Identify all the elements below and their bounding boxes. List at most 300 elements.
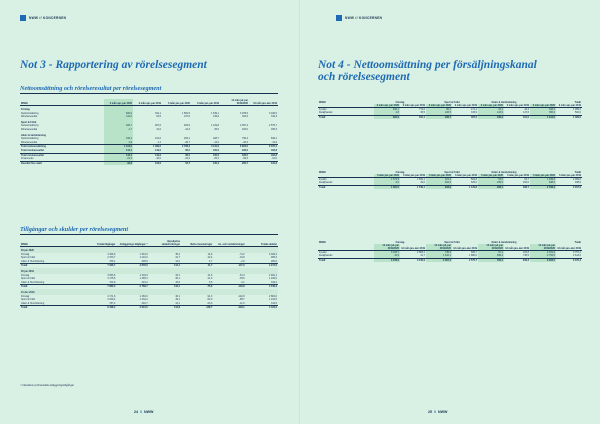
table-cell: 820,9 (374, 115, 400, 119)
date-group-label: 30 jun 2020 (20, 247, 278, 253)
table-cell: -91,3 (206, 294, 213, 298)
table-cell: 2 883,2 (417, 250, 425, 254)
page-number-slash: // (140, 410, 142, 414)
table-cell: 1 166,0 (269, 277, 277, 281)
row-label: Sport & Fritid (21, 298, 35, 302)
row-label: Nettoomsättning (21, 111, 39, 115)
table-cell: -102,8 (213, 285, 245, 289)
table-cell: 113,1 (104, 153, 133, 157)
table-cell: 25,0 (214, 127, 219, 131)
table-cell: 31,7 (175, 256, 180, 260)
table-cell: 4,1 (157, 140, 161, 144)
table-cell: 295,9 (141, 259, 148, 263)
page-number-right (428, 410, 447, 414)
table-cell: 52,7 (162, 161, 191, 165)
table-cell: 625,0 (471, 181, 477, 185)
table-cell: -11,5 (239, 301, 245, 305)
table-cell: 293,1 (184, 137, 190, 141)
page-title-left: Not 3 - Rapportering av rörelsesegment (20, 59, 207, 71)
period-header: 6 mån jan–jun 2019 (452, 174, 478, 178)
period-header: 6 mån jan–jun 2019 (400, 174, 426, 178)
table-cell: 3 046,9 (400, 258, 426, 262)
table-cell: 699,3 (478, 254, 504, 258)
table-cell: -35,6 (239, 277, 245, 281)
table-cell: -33,2 (184, 157, 190, 161)
row-label: Företag (21, 252, 30, 256)
table-cell: 119,6 (155, 148, 161, 152)
table-cell: -21,3 (104, 157, 133, 161)
period-header: 6 mån jan–jun 2020 (426, 174, 452, 178)
table-cell: 3 110,9 (191, 145, 220, 149)
period-header: 3 mån apr–jun 2019 (556, 104, 582, 108)
period-header: 3 mån apr–jun 2020 (478, 104, 504, 108)
row-label: Gitarr & Hembränning (21, 280, 45, 284)
table-cell: -74,2 (239, 252, 245, 256)
period-header: 3 mån apr–jun 2019 (452, 104, 478, 108)
table-cell: 328,7 (504, 185, 530, 189)
period-header: 12 mån jan–dec 2019 (452, 244, 478, 251)
table-cell: 41,6 (207, 273, 213, 277)
table-cell: 92,8 (104, 161, 133, 165)
msek-label: MSEK (319, 100, 326, 104)
table-cell: 774,6 (419, 107, 425, 111)
table-cell: 44,9 (374, 254, 400, 258)
table-cell: 1 314,0 (530, 115, 556, 119)
table-cell: 86,0 (162, 153, 191, 157)
table-cell: -28,7 (184, 140, 190, 144)
table-cell: 319,2 (271, 280, 277, 284)
table-cell: 395,2 (530, 111, 556, 115)
table-cell: 333,0 (220, 153, 249, 157)
row-label: Fysiskt (319, 250, 327, 254)
row-label: Detaljhandel (319, 181, 333, 185)
table-cell: -69,3 (242, 157, 248, 161)
table-cell: 402,8 (271, 148, 277, 152)
row-label: Gitarr & Hembränning (21, 301, 45, 305)
table-cell: -14,0 (213, 140, 219, 144)
row-label: Resultat före skatt (20, 161, 104, 165)
footnote: ¹⁾ Inkluderar ej finansiella anläggningstillgångar (20, 384, 74, 387)
msek-label: MSEK (319, 170, 326, 174)
running-header-section: KONCERNEN (358, 16, 383, 20)
table-cell: 796,4 (478, 258, 504, 262)
row-label: Gitarr & Hembränning (21, 133, 46, 137)
table-cell: -26,3 (242, 140, 248, 144)
row-label: Gitarr & Hembränning (21, 259, 45, 263)
table-cell: 8 198,2 (84, 306, 116, 310)
column-header: Netto-investeringar (181, 240, 213, 247)
table-cell: 1 500,1 (417, 177, 425, 181)
table-cell: 487,0 (155, 124, 161, 128)
column-header: Totala tillgångar (84, 240, 116, 247)
table-cell: 284,0 (271, 259, 277, 263)
row-label: Total nettoomsättning (20, 145, 104, 149)
table-cell: 4,7 (208, 259, 213, 263)
table-cell: 1 574,9 (374, 177, 400, 181)
table-cell: 796,4 (242, 137, 248, 141)
row-label: Total rörelseresultat (20, 153, 104, 157)
table-cell: 12,0 (175, 259, 180, 263)
period-header: 12 mån jul–jun 2019/2020 (426, 244, 452, 251)
table-cell: 820,9 (104, 112, 133, 116)
table-cell: 923,9 (426, 185, 452, 189)
table-cell: 3 078,6 (240, 111, 248, 115)
table-cell: 135,4 (191, 161, 220, 165)
table-cell: 2 798,4 (530, 185, 556, 189)
column-header: Totala skulder (246, 240, 278, 247)
column-header-label: MSEK (20, 240, 84, 247)
table-cell: 1 059,2 (573, 107, 581, 111)
table-cell: 4 346,3 (246, 285, 278, 289)
table-cell: 1 949,8 (530, 177, 556, 181)
table-cell: 918,4 (530, 107, 556, 111)
table-cell: 6 903,5 (220, 145, 249, 149)
table-row (318, 258, 582, 262)
table-cell: 41,7 (420, 254, 425, 258)
page-number-slash: // (434, 410, 436, 414)
table-cell: 15,6 (175, 280, 180, 284)
period-header: 3 mån apr–jun 2020 (374, 104, 400, 108)
table-cell: 41,7 (181, 264, 213, 268)
table-cell: -52,3 (206, 298, 213, 302)
table1-rule (20, 93, 278, 94)
table-cell: -233,1 (213, 306, 245, 310)
table-cell: -61,3 (239, 273, 245, 277)
row-label: Nettoomsättning (21, 124, 39, 128)
table-cell: 2 069,6 (573, 177, 581, 181)
column-header: 3 mån apr–jun 2019 (133, 99, 162, 106)
msek-label: MSEK (319, 240, 326, 244)
table-cell: 6 370,4 (556, 258, 582, 262)
segment-group-header: Företag (395, 170, 405, 174)
table-cell: 112,0 (104, 115, 133, 119)
column-header: Anläggnings-tillgångar ¹⁾ (116, 240, 148, 247)
table-cell: 3 046,9 (269, 111, 277, 115)
table-cell: 2 575,7 (452, 258, 478, 262)
table-cell: 1 465,3 (139, 277, 148, 281)
segment-results-table (20, 99, 278, 165)
table-cell: 7 886,0 (84, 285, 116, 289)
row-label: Totalt (20, 306, 84, 310)
table-cell: 4 151,0 (530, 250, 556, 254)
table-cell: 1 283,0 (139, 294, 148, 298)
table-cell: 2 387,4 (426, 258, 452, 262)
table-cell: 113,1 (104, 149, 133, 153)
table-cell: 323,2 (242, 115, 248, 119)
period-header: 3 mån apr–jun 2019 (504, 104, 530, 108)
table-cell: 326,7 (426, 115, 452, 119)
table-cell: 191,0 (155, 137, 161, 141)
table-cell: 324,2 (141, 280, 148, 284)
table-cell: 106,0 (242, 127, 248, 131)
table-cell: 1 581,5 (182, 111, 190, 115)
table-cell: 103,8 (523, 250, 529, 254)
table-cell: 787,4 (109, 301, 116, 305)
row-label: Sport & Fritid (21, 256, 35, 260)
table-cell: 1 314,0 (104, 145, 133, 149)
table-cell: 36,5 (420, 111, 425, 115)
date-group-label: 30 jun 2019 (20, 268, 278, 274)
table-cell: 22,4 (207, 256, 213, 260)
period-header: 12 mån jul–jun 2019/2020 (374, 244, 400, 251)
table-cell: 6 903,5 (530, 258, 556, 262)
row-label: Sport & Fritid (21, 120, 37, 124)
row-label: Företag (21, 273, 30, 277)
row-label: Finansnetto (21, 157, 34, 161)
segment-group-header: Sport & Fritid (444, 170, 460, 174)
table-cell: 2 881,0 (269, 294, 277, 298)
table-cell: -23,6 (206, 301, 213, 305)
table-cell: 1 201,0 (139, 256, 148, 260)
table-cell: 21,3 (207, 277, 213, 281)
table-cell: 1 194,5 (269, 298, 277, 302)
page-title-right (318, 59, 588, 83)
table-cell: 22,1 (478, 107, 504, 111)
table-cell: 137,0 (184, 115, 190, 119)
table-cell: 3 007,6 (556, 185, 582, 189)
table-cell: 112,1 (149, 264, 181, 268)
table-cell: 3 953,6 (107, 273, 116, 277)
table-cell: 816,1 (374, 107, 400, 111)
table-cell: 3 078,6 (374, 258, 400, 262)
row-label: Totalt (20, 285, 84, 289)
table-cell: 328,7 (213, 137, 219, 141)
table-cell: 116,1 (149, 285, 181, 289)
table-cell: -4,1 (240, 280, 245, 284)
running-header-text (29, 16, 66, 20)
table-cell: 745,5 (523, 254, 529, 258)
period-header: 12 mån jul–jun 2019/2020 (478, 244, 504, 251)
sales-channel-table-3m (318, 100, 582, 119)
table-cell: 2 910,5 (116, 306, 148, 310)
running-header-separator: // (355, 16, 358, 20)
table-cell: 166,4 (104, 137, 133, 141)
table-cell: 504,8 (471, 177, 477, 181)
table-cell: 2 387,4 (240, 124, 248, 128)
running-header-right (336, 15, 382, 21)
period-header: 6 mån jan–jun 2020 (374, 174, 400, 178)
table-cell: 811,1 (400, 115, 426, 119)
table-cell: 103,6 (133, 161, 162, 165)
table-cell: -85,7 (239, 298, 245, 302)
table-cell: 602,6 (426, 181, 452, 185)
table-cell: 745,3 (426, 250, 452, 254)
table-cell: 4 217,6 (246, 264, 278, 268)
table-cell: 119,6 (133, 153, 162, 157)
table-cell: 294,7 (141, 301, 148, 305)
running-header-brand: NWW (29, 16, 39, 20)
period-header: 3 mån apr–jun 2019 (400, 104, 426, 108)
table-cell: 4,8 (374, 111, 400, 115)
table-cell: 2 575,7 (269, 124, 277, 128)
table-cell: 849,1 (271, 137, 277, 141)
table-cell: 695,7 (471, 250, 477, 254)
table-cell: 264,0 (523, 181, 529, 185)
table-cell: 143,9 (478, 111, 504, 115)
running-header-left (20, 15, 66, 21)
page-number-brand: NWW (438, 410, 448, 414)
table-cell: 315,9 (471, 111, 477, 115)
period-header: 3 mån apr–jun 2020 (426, 104, 452, 108)
table-cell: 53,6 (478, 177, 504, 181)
column-header: 3 mån apr–jun 2020 (104, 99, 133, 106)
column-header-label: MSEK (20, 99, 104, 106)
sales-channel-table-6m (318, 170, 582, 189)
table-cell: 293,1 (478, 185, 504, 189)
table-cell: 744,8 (109, 280, 116, 284)
table-cell: -12,3 (184, 127, 190, 131)
table-cell: 2 703,7 (107, 256, 116, 260)
table-cell: 341,8 (249, 161, 278, 165)
table-cell: -12,0 (271, 140, 277, 144)
page-number: 25 (428, 410, 432, 414)
table-cell: -34,9 (239, 256, 245, 260)
row-label: Totalt (20, 264, 84, 268)
running-header-section: KONCERNEN (42, 16, 67, 20)
table-cell: 147,6 (523, 111, 529, 115)
segment-group-header: Sport & Fritid (444, 240, 460, 244)
table-cell: 49,1 (175, 298, 180, 302)
row-label: Företag (21, 108, 30, 111)
table-cell: -1,7 (104, 128, 133, 132)
table-cell: 811,1 (155, 111, 161, 115)
table-cell: 402,8 (249, 153, 278, 157)
table-cell: 6,5 (208, 280, 213, 284)
table-cell: 938,0 (575, 181, 581, 185)
table-cell: 35,4 (175, 252, 180, 256)
table-row (20, 306, 278, 310)
brand-mark (336, 15, 342, 21)
assets-liabilities-table (20, 240, 278, 310)
table-cell: 160,6 (213, 148, 219, 152)
page-title-right-line1: Not 4 - Nettoomsättning per försäljningskanal (318, 59, 537, 71)
segment-group-header: Gitarr & Hembränning (491, 240, 517, 244)
table-cell: 2 481,1 (269, 273, 277, 277)
sales-channel-table-12m (318, 240, 582, 262)
table-cell: 3 239,4 (107, 298, 116, 302)
page-number-left (134, 410, 153, 414)
table-cell: 49,0 (420, 181, 425, 185)
table-cell: 3 757,4 (573, 250, 581, 254)
row-label: Rörelseresultat (21, 127, 38, 131)
table-cell: 64,7 (524, 177, 529, 181)
table-cell: 2 752,5 (530, 254, 556, 258)
row-label: Sport & Fritid (21, 277, 35, 281)
row-label: Detaljhandel (319, 254, 333, 258)
table-cell: 316,3 (271, 115, 277, 119)
table-cell: 313,5 (271, 301, 277, 305)
table-cell: 2 768,7 (116, 285, 148, 289)
table-cell: 848,6 (530, 181, 556, 185)
table-cell: 246,5 (426, 111, 452, 115)
table-cell: 149,9 (213, 115, 219, 119)
table-cell: 13,1 (175, 301, 180, 305)
table-cell: 1 549,1 (211, 111, 219, 115)
table-cell: 112,8 (149, 306, 181, 310)
table-cell: 487,0 (452, 115, 478, 119)
table-cell: 500,0 (575, 111, 581, 115)
table-cell: 1 489,0 (556, 115, 582, 119)
table2-title: Tillgångar och skulder per rörelsesegment (20, 226, 129, 233)
table-cell: 1 642,1 (426, 254, 452, 258)
period-header: 6 mån jan–jun 2019 (556, 174, 582, 178)
segment-group-header: Företag (395, 240, 405, 244)
table-cell: 7 936,7 (84, 264, 116, 268)
page-number-brand: NWW (144, 410, 154, 414)
table-cell: 94,5 (156, 115, 161, 119)
table-cell: 239,5 (478, 181, 504, 185)
column-header: 6 mån jan–jun 2020 (162, 99, 191, 106)
running-header-brand: NWW (345, 16, 355, 20)
column-header: 12 mån jul–jun 2019/2020 (220, 99, 249, 106)
table-cell: -16,0 (155, 157, 161, 161)
row-label: Detaljhandel (319, 111, 333, 115)
table-row (318, 115, 582, 119)
table-cell: 2 613,0 (573, 254, 581, 258)
period-header: 3 mån apr–jun 2020 (530, 104, 556, 108)
table-cell: 4 466,9 (107, 252, 116, 256)
table-cell: 266,7 (220, 161, 249, 165)
running-header-text (345, 16, 382, 20)
table-cell: 1 332,2 (139, 298, 148, 302)
row-label: Nettoomsättning (21, 137, 39, 141)
table-cell: 1 129,8 (211, 124, 219, 128)
table-cell: 905,3 (271, 256, 277, 260)
right-page (300, 0, 600, 424)
table-cell: 86,0 (185, 148, 190, 152)
table-cell: 333,0 (242, 148, 248, 152)
table-cell: 1 943,9 (139, 252, 148, 256)
segment-group-header: Sport & Fritid (444, 100, 460, 104)
table-cell: 33,1 (175, 273, 180, 277)
column-header: 6 mån jan–jun 2019 (191, 99, 220, 106)
table-cell: 46,1 (175, 294, 180, 298)
table-cell: 326,7 (104, 124, 133, 128)
row-label: Total rörelseresultat (21, 148, 44, 152)
segment-group-header: Gitarr & Hembränning (491, 170, 517, 174)
table-cell: 191,0 (504, 115, 530, 119)
table-cell: 171,1 (471, 107, 477, 111)
table-row (318, 185, 582, 189)
page-number: 24 (134, 410, 138, 414)
table-cell: -148,7 (181, 306, 213, 310)
date-group-label: 31 dec 2019 (20, 289, 278, 295)
row-label: Fysiskt (319, 107, 327, 111)
period-header: 6 mån jan–jun 2020 (478, 174, 504, 178)
segment-group-header: Totalt (574, 240, 581, 244)
row-label: Fysiskt (319, 177, 327, 181)
table-cell: -25,2 (213, 157, 219, 161)
table-cell: 849,3 (504, 258, 530, 262)
row-label: Företag (21, 294, 30, 298)
table-cell: 1 880,0 (469, 254, 477, 258)
table-cell: 31,0 (156, 127, 161, 131)
table-cell: 43,4 (524, 107, 529, 111)
segment-group-header: Gitarr & Hembränning (491, 100, 517, 104)
table-cell: 1 489,0 (133, 145, 162, 149)
table-cell: 2 798,4 (162, 145, 191, 149)
period-header: 12 mån jan–dec 2019 (400, 244, 426, 251)
table-cell: -2,9 (240, 259, 245, 263)
table2-rule (20, 234, 278, 235)
row-label: Totalt (318, 258, 374, 262)
table-cell: 1 129,8 (452, 185, 478, 189)
brand-mark (20, 15, 26, 21)
table-cell: 3 033,7 (374, 250, 400, 254)
table-cell: 4 423,6 (246, 306, 278, 310)
column-header: Uppskjutna skattefordringar (149, 240, 181, 247)
table-cell: -117,9 (213, 264, 245, 268)
